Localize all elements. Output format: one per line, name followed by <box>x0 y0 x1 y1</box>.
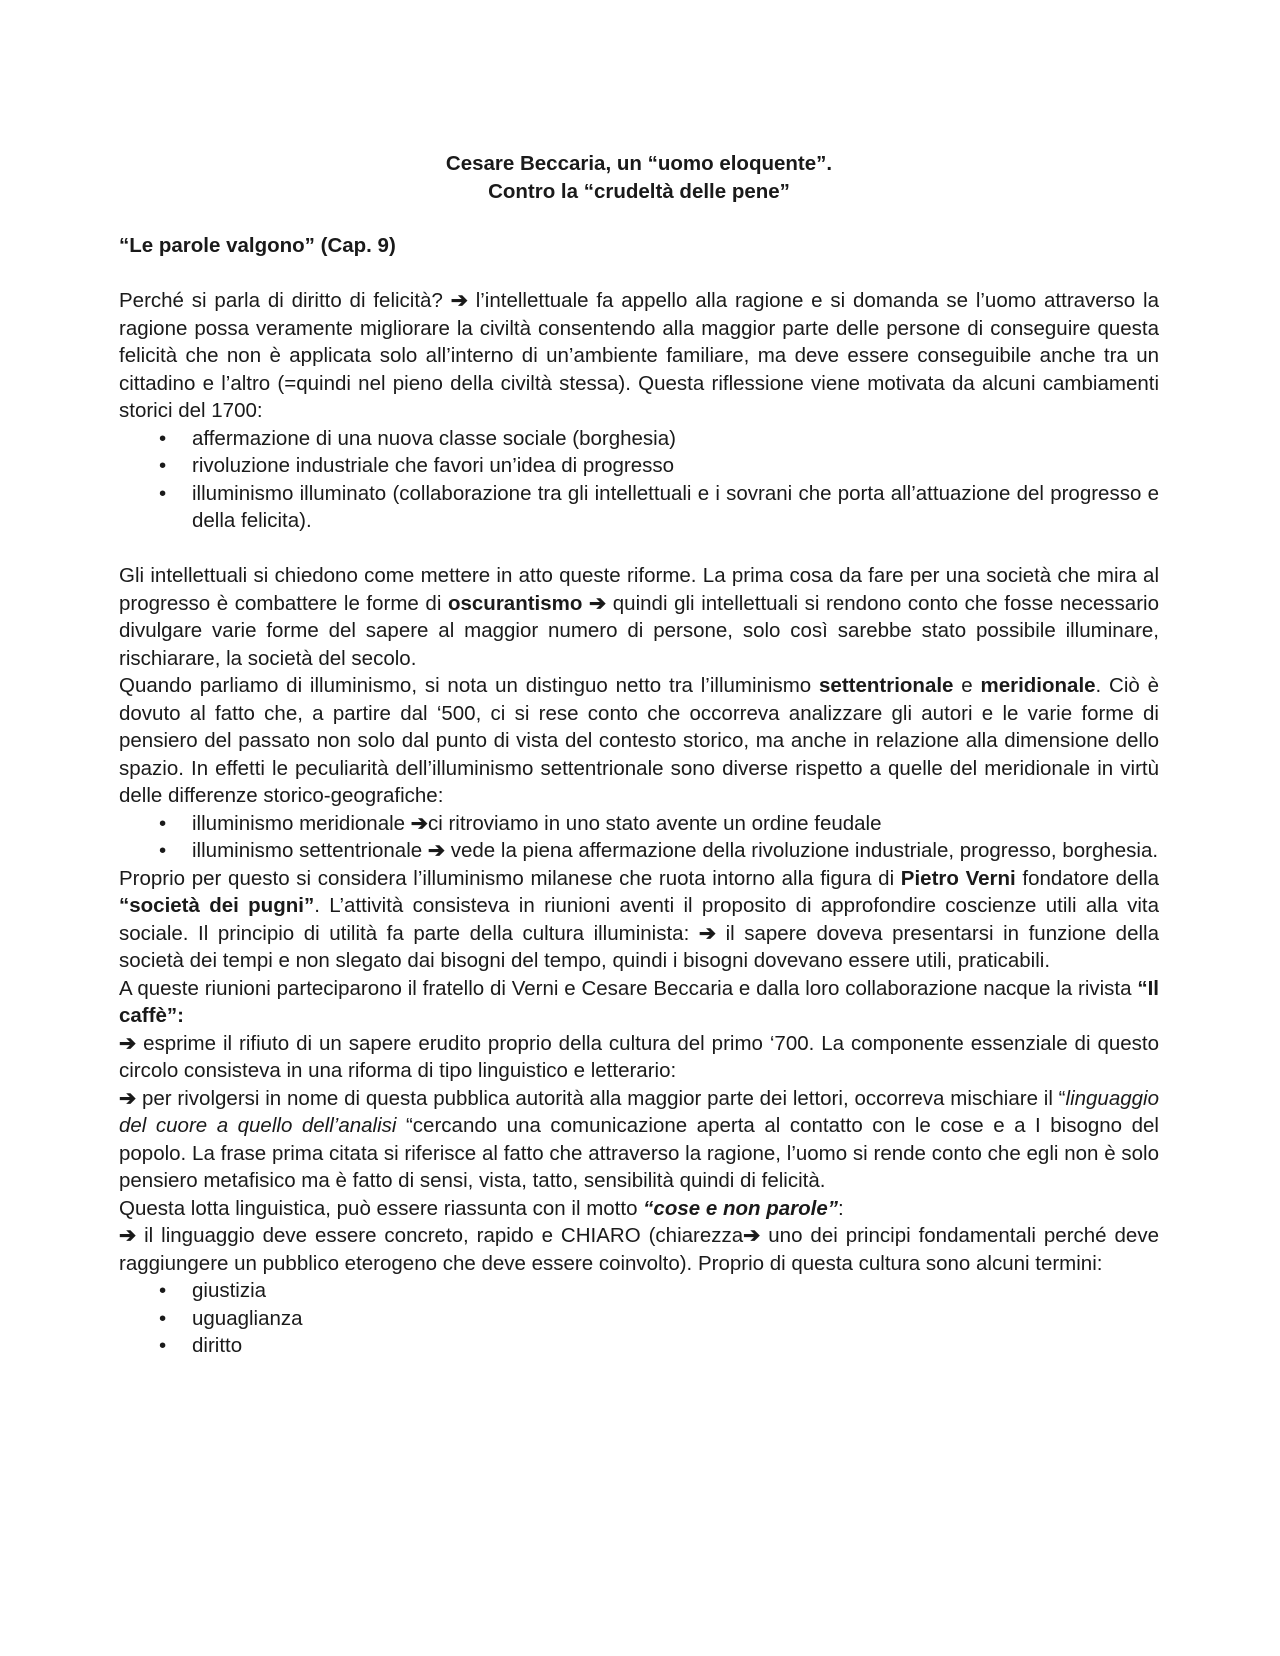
paragraph-text: quindi gli intellettuali si rendono conto che fosse necessario divulgare varie forme del sapere al maggior numero di persone, solo così sarebbe stato possibile illuminare, rischiarare, la società del secolo. <box>119 591 1159 670</box>
list-item <box>119 837 1159 865</box>
document-title-line-1: Cesare Beccaria, un “uomo eloquente”. <box>445 152 833 175</box>
paragraph-text: per rivolgersi in nome di questa pubblica autorità alla maggior parte dei lettori, occorreva mischiare il “ <box>142 1086 1066 1110</box>
arrow-right-icon: ➔ <box>589 591 607 615</box>
list-item <box>119 480 1159 535</box>
bullet-list-illuminismo <box>119 810 1159 865</box>
bold-term: meridionale <box>980 674 1096 697</box>
italic-quote: linguaggio del cuore a quello dell’analisi <box>119 1086 1159 1137</box>
arrow-right-icon: ➔ <box>450 289 468 312</box>
paragraph-text: Gli intellettuali si chiedono come mettere in atto queste riforme. La prima cosa da fare per una società che mira al progresso è combattere le forme di <box>119 564 1159 615</box>
arrow-right-icon: ➔ <box>119 1031 137 1055</box>
bullet-list-termini <box>119 1277 1159 1360</box>
list-item-text: illuminismo illuminato (collaborazione tra gli intellettuali e i sovrani che porta all’attuazione del progresso e della felicita). <box>192 481 1159 532</box>
paragraph-rifiuto <box>119 1030 1159 1085</box>
list-item-text: diritto <box>192 1334 243 1357</box>
paragraph-text: l’intellettuale fa appello alla ragione e si domanda se l’uomo attraverso la ragione possa veramente migliorare la civiltà consentendo alla maggior parte delle persone di conseguire questa felicità che non è applicata solo all’interno di un’ambiente familiare, ma deve essere conseguibile anche tra un cittadino e l’altro (=quindi nel pieno della civiltà stessa). Questa riflessione viene motivata da alcuni cambiamenti storici del 1700: <box>119 289 1159 422</box>
bold-term: oscurantismo <box>447 591 583 615</box>
arrow-right-icon: ➔ <box>427 839 446 862</box>
paragraph-text: “cercando una comunicazione aperta al contatto con le cose e a I bisogno del popolo. La frase prima citata si riferisce al fatto che attraverso la ragione, l’uomo si rende conto che egli non è solo pensiero metafisico ma è fatto di sensi, vista, tatto, sensibilità quindi di felicità. <box>119 1114 1159 1192</box>
arrow-right-icon: ➔ <box>119 1086 137 1110</box>
arrow-right-icon: ➔ <box>743 1224 761 1247</box>
spacer <box>119 260 1159 288</box>
list-item <box>119 1305 1159 1333</box>
paragraph-chiarezza <box>119 1222 1159 1277</box>
paragraph-illuminismo <box>119 672 1159 810</box>
paragraph-text: Quando parliamo di illuminismo, si nota un distinguo netto tra l’illuminismo <box>119 674 812 697</box>
bold-term: settentrionale <box>819 674 954 697</box>
list-item-text: giustizia <box>192 1279 267 1302</box>
paragraph-motto <box>119 1195 1159 1223</box>
paragraph-text: . L’attività consisteva in riunioni aventi il proposito di approfondire coscienze utili alla vita sociale. Il principio di utilità fa parte della cultura illuminista: <box>119 894 1159 945</box>
paragraph-linguaggio <box>119 1085 1159 1195</box>
bullet-icon: • <box>159 481 167 505</box>
spacer <box>119 535 1159 563</box>
list-item-text: affermazione di una nuova classe sociale (borghesia) <box>192 426 676 450</box>
bold-term: “Il caffè”: <box>119 976 1160 1027</box>
paragraph-text: uno dei principi fondamentali perché deve raggiungere un pubblico eterogeno che deve essere coinvolto). Proprio di questa cultura sono alcuni termini: <box>119 1224 1159 1275</box>
bold-term: Pietro Verni <box>900 866 1016 890</box>
list-item-text: vede la piena affermazione della rivoluzione industriale, progresso, borghesia. <box>450 839 1159 862</box>
bullet-icon: • <box>159 811 167 835</box>
list-item-text: ci ritroviamo in uno stato avente un ordine feudale <box>427 811 882 835</box>
bullet-icon: • <box>159 839 167 862</box>
bullet-icon: • <box>159 1306 167 1330</box>
paragraph-text: fondatore della <box>1022 866 1159 890</box>
section-heading: “Le parole valgono” (Cap. 9) <box>119 234 396 257</box>
list-item <box>119 1332 1159 1360</box>
paragraph-verni <box>119 865 1159 975</box>
bullet-icon: • <box>159 426 167 450</box>
paragraph-text: . Ciò è dovuto al fatto che, a partire dal ‘500, ci si rese conto che occorreva analizzare gli autori e le varie forme di pensiero del passato non solo dal punto di vista del contesto storico, ma anche in relazione alla dimensione dello spazio. In effetti le peculiarità dell’illuminismo settentrionale sono diverse rispetto a quelle del meridionale in virtù delle differenze storico-geografiche: <box>119 674 1160 807</box>
list-item-text: illuminismo settentrionale <box>192 839 423 862</box>
bold-term: “società dei pugni” <box>119 894 315 917</box>
arrow-right-icon: ➔ <box>410 811 428 835</box>
paragraph-text: il linguaggio deve essere concreto, rapido e CHIARO (chiarezza <box>144 1224 744 1247</box>
arrow-right-icon: ➔ <box>119 1224 137 1247</box>
bullet-icon: • <box>159 1334 167 1357</box>
motto-quote: “cose e non parole” <box>643 1196 838 1220</box>
paragraph-text: esprime il rifiuto di un sapere erudito proprio della cultura del primo ‘700. La componente essenziale di questo circolo consisteva in una riforma di tipo linguistico e letterario: <box>119 1031 1159 1082</box>
paragraph-caffe <box>119 975 1159 1030</box>
list-item-text: uguaglianza <box>192 1306 303 1330</box>
document-page <box>119 150 1159 1360</box>
list-item <box>119 425 1159 453</box>
paragraph-text: il sapere doveva presentarsi in funzione della società dei tempi e non slegato dai bisogni del tempo, quindi i bisogni dovevano essere utili, praticabili. <box>119 921 1159 972</box>
paragraph-text: Perché si parla di diritto di felicità? <box>119 289 443 312</box>
list-item-text: illuminismo meridionale <box>192 811 406 835</box>
bullet-icon: • <box>159 1279 167 1302</box>
list-item <box>119 452 1159 480</box>
document-title-line-2: Contro la “crudeltà delle pene” <box>488 179 790 203</box>
paragraph-text: : <box>837 1196 844 1220</box>
arrow-right-icon: ➔ <box>698 921 717 945</box>
paragraph-text: e <box>961 674 973 697</box>
paragraph-text: Questa lotta linguistica, può essere riassunta con il motto <box>119 1196 638 1220</box>
paragraph-text: A queste riunioni parteciparono il fratello di Verni e Cesare Beccaria e dalla loro collaborazione nacque la rivista <box>119 976 1132 1000</box>
paragraph-felicita <box>119 287 1159 425</box>
list-item <box>119 810 1159 838</box>
bullet-list-cambiamenti <box>119 425 1159 535</box>
paragraph-oscurantismo <box>119 562 1159 672</box>
bullet-icon: • <box>159 454 167 477</box>
paragraph-text: Proprio per questo si considera l’illuminismo milanese che ruota intorno alla figura di <box>119 866 895 890</box>
list-item <box>119 1277 1159 1305</box>
list-item-text: rivoluzione industriale che favori un’idea di progresso <box>192 454 675 477</box>
